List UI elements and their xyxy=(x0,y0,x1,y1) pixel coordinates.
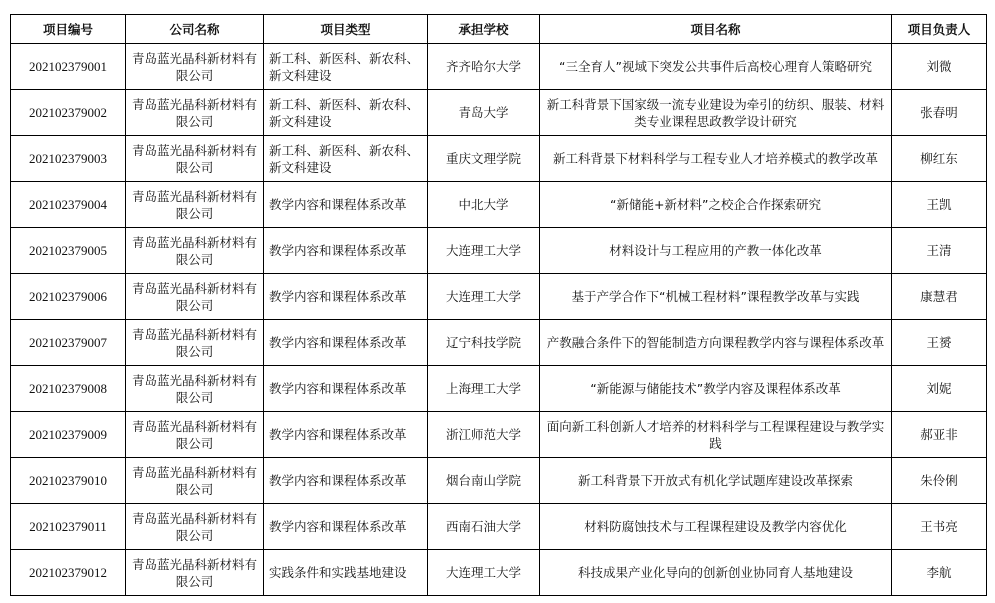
header-project-leader: 项目负责人 xyxy=(892,15,987,44)
table-row xyxy=(11,504,987,550)
project-leader: 李航 xyxy=(892,550,987,596)
project-leader: 柳红东 xyxy=(892,136,987,182)
project-table xyxy=(10,14,987,596)
project-code: 202102379011 xyxy=(11,504,126,550)
table-row xyxy=(11,412,987,458)
header-project-type: 项目类型 xyxy=(264,15,428,44)
header-project-code: 项目编号 xyxy=(11,15,126,44)
table-row xyxy=(11,90,987,136)
project-type: 教学内容和课程体系改革 xyxy=(264,366,428,412)
table-row xyxy=(11,136,987,182)
project-title: 新工科背景下开放式有机化学试题库建设改革探索 xyxy=(540,458,892,504)
table-row xyxy=(11,550,987,596)
project-leader: 刘微 xyxy=(892,44,987,90)
project-leader: 王书亮 xyxy=(892,504,987,550)
project-leader: 王赟 xyxy=(892,320,987,366)
project-type: 教学内容和课程体系改革 xyxy=(264,320,428,366)
project-leader: 王凯 xyxy=(892,182,987,228)
project-type: 新工科、新医科、新农科、新文科建设 xyxy=(264,90,428,136)
school-name: 大连理工大学 xyxy=(428,228,540,274)
project-type: 教学内容和课程体系改革 xyxy=(264,504,428,550)
table-row xyxy=(11,228,987,274)
project-type: 新工科、新医科、新农科、新文科建设 xyxy=(264,44,428,90)
header-school: 承担学校 xyxy=(428,15,540,44)
project-leader: 刘妮 xyxy=(892,366,987,412)
project-title: 材料设计与工程应用的产教一体化改革 xyxy=(540,228,892,274)
project-title: 产教融合条件下的智能制造方向课程教学内容与课程体系改革 xyxy=(540,320,892,366)
project-title: 新工科背景下材料科学与工程专业人才培养模式的教学改革 xyxy=(540,136,892,182)
company-name: 青岛蓝光晶科新材料有限公司 xyxy=(126,228,264,274)
table-row xyxy=(11,366,987,412)
company-name: 青岛蓝光晶科新材料有限公司 xyxy=(126,550,264,596)
table-row xyxy=(11,44,987,90)
table-row xyxy=(11,458,987,504)
company-name: 青岛蓝光晶科新材料有限公司 xyxy=(126,44,264,90)
company-name: 青岛蓝光晶科新材料有限公司 xyxy=(126,136,264,182)
company-name: 青岛蓝光晶科新材料有限公司 xyxy=(126,412,264,458)
company-name: 青岛蓝光晶科新材料有限公司 xyxy=(126,366,264,412)
project-type: 实践条件和实践基地建设 xyxy=(264,550,428,596)
school-name: 烟台南山学院 xyxy=(428,458,540,504)
project-leader: 郝亚非 xyxy=(892,412,987,458)
project-code: 202102379003 xyxy=(11,136,126,182)
company-name: 青岛蓝光晶科新材料有限公司 xyxy=(126,274,264,320)
school-name: 大连理工大学 xyxy=(428,274,540,320)
project-title: 基于产学合作下“机械工程材料”课程教学改革与实践 xyxy=(540,274,892,320)
company-name: 青岛蓝光晶科新材料有限公司 xyxy=(126,320,264,366)
project-type: 教学内容和课程体系改革 xyxy=(264,228,428,274)
table-header-row xyxy=(11,15,987,44)
project-leader: 康慧君 xyxy=(892,274,987,320)
school-name: 中北大学 xyxy=(428,182,540,228)
project-title: 新工科背景下国家级一流专业建设为牵引的纺织、服装、材料类专业课程思政教学设计研究 xyxy=(540,90,892,136)
school-name: 青岛大学 xyxy=(428,90,540,136)
school-name: 西南石油大学 xyxy=(428,504,540,550)
project-type: 教学内容和课程体系改革 xyxy=(264,458,428,504)
company-name: 青岛蓝光晶科新材料有限公司 xyxy=(126,504,264,550)
project-type: 新工科、新医科、新农科、新文科建设 xyxy=(264,136,428,182)
project-title: 科技成果产业化导向的创新创业协同育人基地建设 xyxy=(540,550,892,596)
project-code: 202102379005 xyxy=(11,228,126,274)
project-type: 教学内容和课程体系改革 xyxy=(264,274,428,320)
project-title: “新能源与储能技术”教学内容及课程体系改革 xyxy=(540,366,892,412)
company-name: 青岛蓝光晶科新材料有限公司 xyxy=(126,90,264,136)
header-project-title: 项目名称 xyxy=(540,15,892,44)
table-row xyxy=(11,182,987,228)
school-name: 上海理工大学 xyxy=(428,366,540,412)
project-title: “三全育人”视域下突发公共事件后高校心理育人策略研究 xyxy=(540,44,892,90)
company-name: 青岛蓝光晶科新材料有限公司 xyxy=(126,182,264,228)
project-title: “新储能+新材料”之校企合作探索研究 xyxy=(540,182,892,228)
school-name: 齐齐哈尔大学 xyxy=(428,44,540,90)
project-code: 202102379007 xyxy=(11,320,126,366)
project-table-container xyxy=(10,14,987,596)
project-title: 材料防腐蚀技术与工程课程建设及教学内容优化 xyxy=(540,504,892,550)
school-name: 重庆文理学院 xyxy=(428,136,540,182)
project-code: 202102379006 xyxy=(11,274,126,320)
project-code: 202102379001 xyxy=(11,44,126,90)
project-leader: 张春明 xyxy=(892,90,987,136)
project-leader: 朱伶俐 xyxy=(892,458,987,504)
project-type: 教学内容和课程体系改革 xyxy=(264,182,428,228)
project-code: 202102379009 xyxy=(11,412,126,458)
project-code: 202102379010 xyxy=(11,458,126,504)
project-title: 面向新工科创新人才培养的材料科学与工程课程建设与教学实践 xyxy=(540,412,892,458)
company-name: 青岛蓝光晶科新材料有限公司 xyxy=(126,458,264,504)
header-company-name: 公司名称 xyxy=(126,15,264,44)
project-type: 教学内容和课程体系改革 xyxy=(264,412,428,458)
project-code: 202102379004 xyxy=(11,182,126,228)
project-code: 202102379008 xyxy=(11,366,126,412)
project-leader: 王清 xyxy=(892,228,987,274)
school-name: 大连理工大学 xyxy=(428,550,540,596)
school-name: 浙江师范大学 xyxy=(428,412,540,458)
table-row xyxy=(11,274,987,320)
project-code: 202102379002 xyxy=(11,90,126,136)
table-row xyxy=(11,320,987,366)
school-name: 辽宁科技学院 xyxy=(428,320,540,366)
project-code: 202102379012 xyxy=(11,550,126,596)
